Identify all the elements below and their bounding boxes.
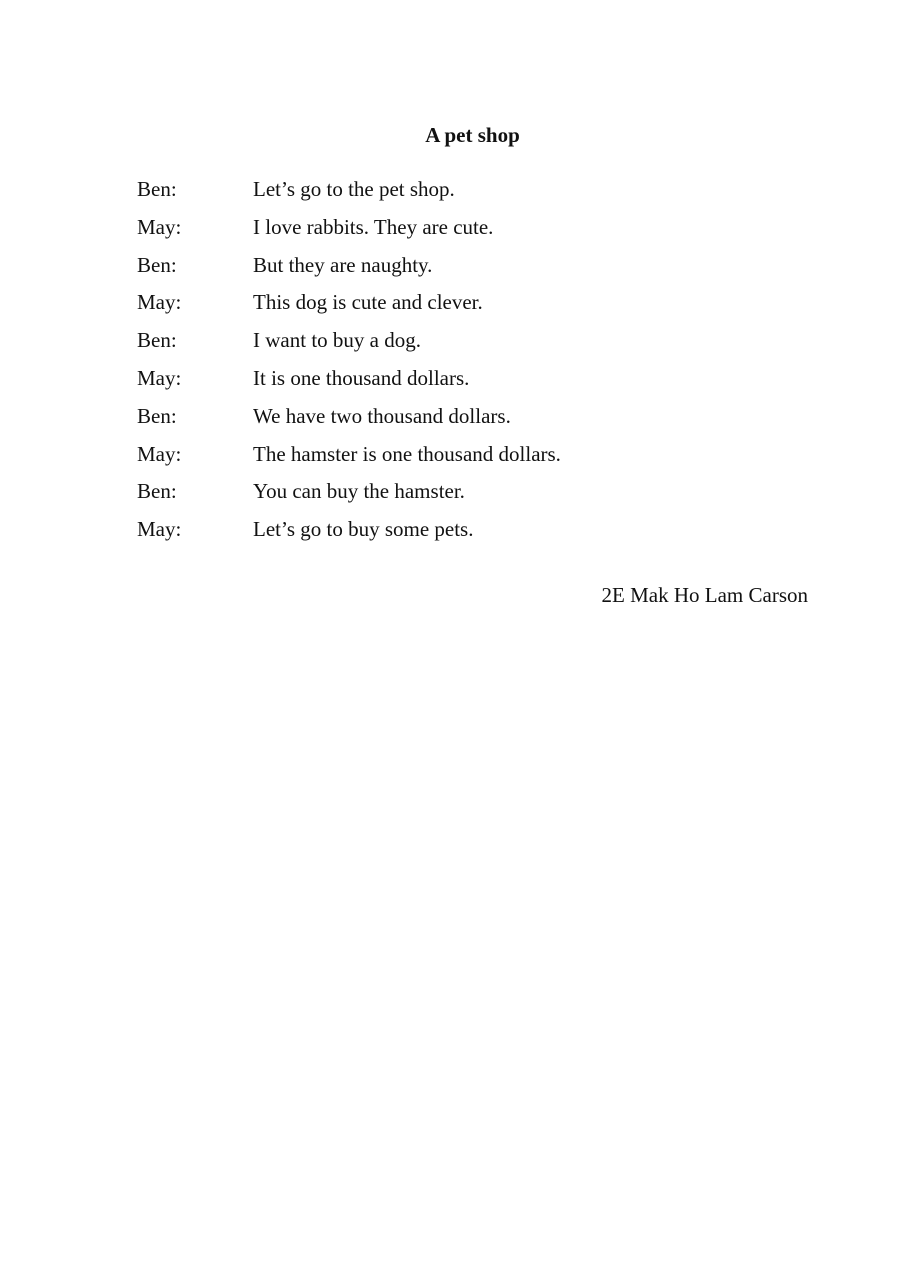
dialogue-text: But they are naughty. bbox=[253, 252, 433, 277]
dialogue-line bbox=[137, 251, 757, 289]
dialogue-line bbox=[137, 175, 757, 213]
dialogue-text: Let’s go to buy some pets. bbox=[253, 517, 474, 542]
dialogue-text: You can buy the hamster. bbox=[253, 479, 465, 504]
dialogue-text: This dog is cute and clever. bbox=[253, 290, 483, 315]
author-name: 2E Mak Ho Lam Carson bbox=[601, 583, 808, 607]
dialogue-text: We have two thousand dollars. bbox=[253, 403, 511, 428]
dialogue-line bbox=[137, 402, 757, 440]
speaker-name: May: bbox=[137, 290, 182, 315]
speaker-name: Ben: bbox=[137, 479, 177, 504]
dialogue-line bbox=[137, 477, 757, 515]
speaker-name: May: bbox=[137, 214, 182, 239]
dialogue-text: It is one thousand dollars. bbox=[253, 365, 470, 390]
dialogue-text: I want to buy a dog. bbox=[253, 328, 421, 353]
speaker-name: May: bbox=[137, 441, 182, 466]
speaker-name: Ben: bbox=[137, 177, 177, 201]
dialogue-text: Let’s go to the pet shop. bbox=[253, 177, 455, 201]
dialogue-line bbox=[137, 326, 757, 364]
dialogue-line bbox=[137, 364, 757, 402]
speaker-name: Ben: bbox=[137, 403, 177, 428]
speaker-name: May: bbox=[137, 365, 182, 390]
document-title: A pet shop bbox=[425, 123, 520, 147]
dialogue bbox=[137, 175, 757, 553]
dialogue-text: The hamster is one thousand dollars. bbox=[253, 441, 561, 466]
speaker-name: Ben: bbox=[137, 328, 177, 353]
dialogue-line bbox=[137, 440, 757, 478]
speaker-name: May: bbox=[137, 517, 182, 542]
dialogue-line bbox=[137, 515, 757, 553]
dialogue-line bbox=[137, 213, 757, 251]
speaker-name: Ben: bbox=[137, 252, 177, 277]
dialogue-text: I love rabbits. They are cute. bbox=[253, 214, 494, 239]
dialogue-line bbox=[137, 288, 757, 326]
